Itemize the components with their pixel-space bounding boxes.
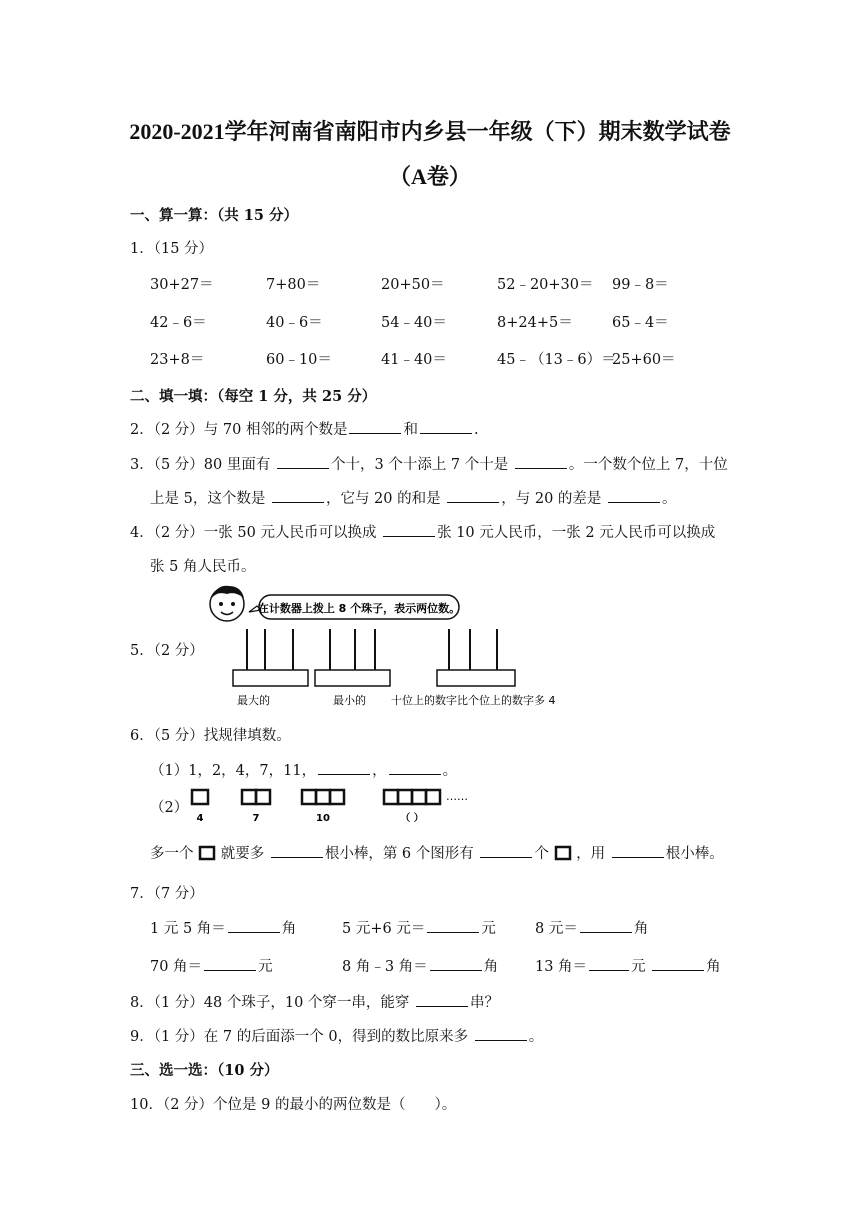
q1-item: 41﹣40＝ xyxy=(381,352,447,368)
q9-text: 9．（1 分）在 7 的后面添一个 0，得到的数比原来多 xyxy=(130,1029,469,1045)
q6-text: 个 xyxy=(534,846,549,862)
q6-text: 根小棒。 xyxy=(665,846,724,862)
question-10: 10．（2 分）个位是 9 的最小的两位数是（ ）。 xyxy=(130,1097,457,1113)
q7-item xyxy=(150,955,273,976)
q6-text: 就要多 xyxy=(220,846,265,862)
q7-text: 5 元+6 元＝ xyxy=(342,921,426,937)
q5-label: 5．（2 分） xyxy=(130,643,204,659)
answer-blank[interactable] xyxy=(589,958,629,971)
question-3-line-2 xyxy=(150,487,677,508)
stick-squares-pattern xyxy=(190,786,490,826)
answer-blank[interactable] xyxy=(389,762,441,775)
q1-item: 25+60＝ xyxy=(612,352,676,368)
q1-item: 40﹣6＝ xyxy=(266,315,323,331)
answer-blank[interactable] xyxy=(475,1028,527,1041)
q7-item xyxy=(150,917,296,938)
q1-item: 60﹣10＝ xyxy=(266,352,332,368)
answer-blank[interactable] xyxy=(277,456,329,469)
square-icon xyxy=(554,845,572,861)
q3-text: 3．（5 分）80 里面有 xyxy=(130,457,271,473)
abacus-tens-more-4 xyxy=(391,629,556,707)
continuation-dots: …… xyxy=(446,790,468,803)
question-3-line-1 xyxy=(130,453,728,474)
q7-item xyxy=(342,917,496,938)
answer-blank[interactable] xyxy=(228,920,280,933)
answer-blank[interactable] xyxy=(416,994,468,1007)
answer-blank[interactable] xyxy=(447,490,499,503)
q6-part-2-label: （2） xyxy=(150,800,189,816)
pattern-count: 4 xyxy=(196,813,204,824)
q1-item: 65﹣4＝ xyxy=(612,315,669,331)
q1-item: 23+8＝ xyxy=(150,352,205,368)
question-8 xyxy=(130,991,499,1012)
question-4-line-2: 张 5 角人民币。 xyxy=(150,559,256,575)
q9-text: 。 xyxy=(528,1029,544,1045)
q7-text: 角 xyxy=(483,959,499,975)
q7-item xyxy=(535,955,721,976)
q7-text: 角 xyxy=(706,959,721,975)
q1-item: 20+50＝ xyxy=(381,277,445,293)
q6-question-line xyxy=(150,842,724,863)
title-line-1: 2020-2021学年河南省南阳市内乡县一年级（下）期末数学试卷 xyxy=(129,119,731,144)
answer-blank[interactable] xyxy=(318,762,370,775)
abacus-caption: 最大的 xyxy=(237,694,270,707)
answer-blank[interactable] xyxy=(652,958,704,971)
answer-blank[interactable] xyxy=(515,456,567,469)
abacus-largest xyxy=(233,629,308,707)
pattern-count: 7 xyxy=(252,813,260,824)
q3-text: ，它与 20 的和是 xyxy=(325,491,441,507)
title-line-2: （A卷） xyxy=(389,164,471,189)
q4-text: 4．（2 分）一张 50 元人民币可以换成 xyxy=(130,525,377,541)
q1-item: 30+27＝ xyxy=(150,277,214,293)
abacus-figure xyxy=(205,582,565,710)
pattern-count: （ ） xyxy=(400,813,424,824)
q8-text: 8．（1 分）48 个珠子，10 个穿一串，能穿 xyxy=(130,995,410,1011)
answer-blank[interactable] xyxy=(612,845,664,858)
q6-label: 6．（5 分）找规律填数。 xyxy=(130,728,291,744)
question-4-line-1 xyxy=(130,521,715,542)
q7-text: 元 xyxy=(631,959,646,975)
q7-label: 7．（7 分） xyxy=(130,886,204,902)
q1-item: 99﹣8＝ xyxy=(612,277,669,293)
q1-item: 54﹣40＝ xyxy=(381,315,447,331)
answer-blank[interactable] xyxy=(580,920,632,933)
answer-blank[interactable] xyxy=(271,845,323,858)
q1-label: 1．（15 分） xyxy=(130,241,214,257)
answer-blank[interactable] xyxy=(272,490,324,503)
abacus-caption: 十位上的数字比个位上的数字多 4 xyxy=(391,694,556,707)
q6-text: 。 xyxy=(442,763,458,779)
q2-text: . xyxy=(473,422,479,438)
q6-text: ， xyxy=(372,763,387,779)
answer-blank[interactable] xyxy=(430,958,482,971)
q1-item: 8+24+5＝ xyxy=(497,315,573,331)
question-2 xyxy=(130,418,479,439)
q7-text: 角 xyxy=(633,921,649,937)
q6-text: 根小棒，第 6 个图形有 xyxy=(324,846,474,862)
answer-blank[interactable] xyxy=(420,421,472,434)
square-icon xyxy=(198,845,216,861)
q3-text: ，与 20 的差是 xyxy=(501,491,602,507)
q7-text: 角 xyxy=(281,921,297,937)
q6-part-1 xyxy=(150,759,457,780)
answer-blank[interactable] xyxy=(608,490,660,503)
section-1-heading: 一、算一算：（共 15 分） xyxy=(130,207,299,224)
answer-blank[interactable] xyxy=(349,421,401,434)
q7-text: 8 元＝ xyxy=(535,921,578,937)
q6-text: 多一个 xyxy=(150,846,194,862)
pattern-count: 10 xyxy=(316,813,330,824)
answer-blank[interactable] xyxy=(204,958,256,971)
q7-text: 70 角＝ xyxy=(150,959,203,975)
q7-text: 8 角﹣3 角＝ xyxy=(342,959,428,975)
q1-item: 52﹣20+30＝ xyxy=(497,277,594,293)
section-2-heading: 二、填一填：（每空 1 分，共 25 分） xyxy=(130,388,377,405)
q1-item: 42﹣6＝ xyxy=(150,315,207,331)
q7-text: 13 角＝ xyxy=(535,959,588,975)
q2-text: 2．（2 分）与 70 相邻的两个数是 xyxy=(130,422,348,438)
q3-text: 上是 5，这个数是 xyxy=(150,491,266,507)
child-face-icon xyxy=(210,586,244,621)
q3-text: 。 xyxy=(662,491,677,507)
answer-blank[interactable] xyxy=(427,920,479,933)
q8-text: 串？ xyxy=(470,995,500,1011)
q6-text: （1）1，2，4，7，11， xyxy=(150,763,317,779)
q1-item: 7+80＝ xyxy=(266,277,321,293)
abacus-caption: 最小的 xyxy=(333,694,366,707)
speech-text: 在计数器上拨上 8 个珠子，表示两位数。 xyxy=(257,602,461,615)
section-3-heading: 三、选一选：（10 分） xyxy=(130,1062,279,1079)
q3-text: 个十，3 个十添上 7 个十是 xyxy=(330,457,509,473)
q7-text: 元 xyxy=(258,959,273,975)
q3-text: 。一个数个位上 7，十位 xyxy=(568,457,728,473)
q7-text: 1 元 5 角＝ xyxy=(150,921,226,937)
q7-item xyxy=(342,955,498,976)
q7-text: 元 xyxy=(481,921,496,937)
answer-blank[interactable] xyxy=(480,845,532,858)
q6-text: ，用 xyxy=(576,846,606,862)
q2-text: 和 xyxy=(403,422,418,438)
question-9 xyxy=(130,1025,543,1046)
q7-item xyxy=(535,917,648,938)
abacus-smallest xyxy=(315,629,390,707)
q4-text: 张 10 元人民币，一张 2 元人民币可以换成 xyxy=(437,525,716,541)
answer-blank[interactable] xyxy=(383,524,435,537)
q1-item: 45﹣（13﹣6）＝ xyxy=(497,352,616,368)
